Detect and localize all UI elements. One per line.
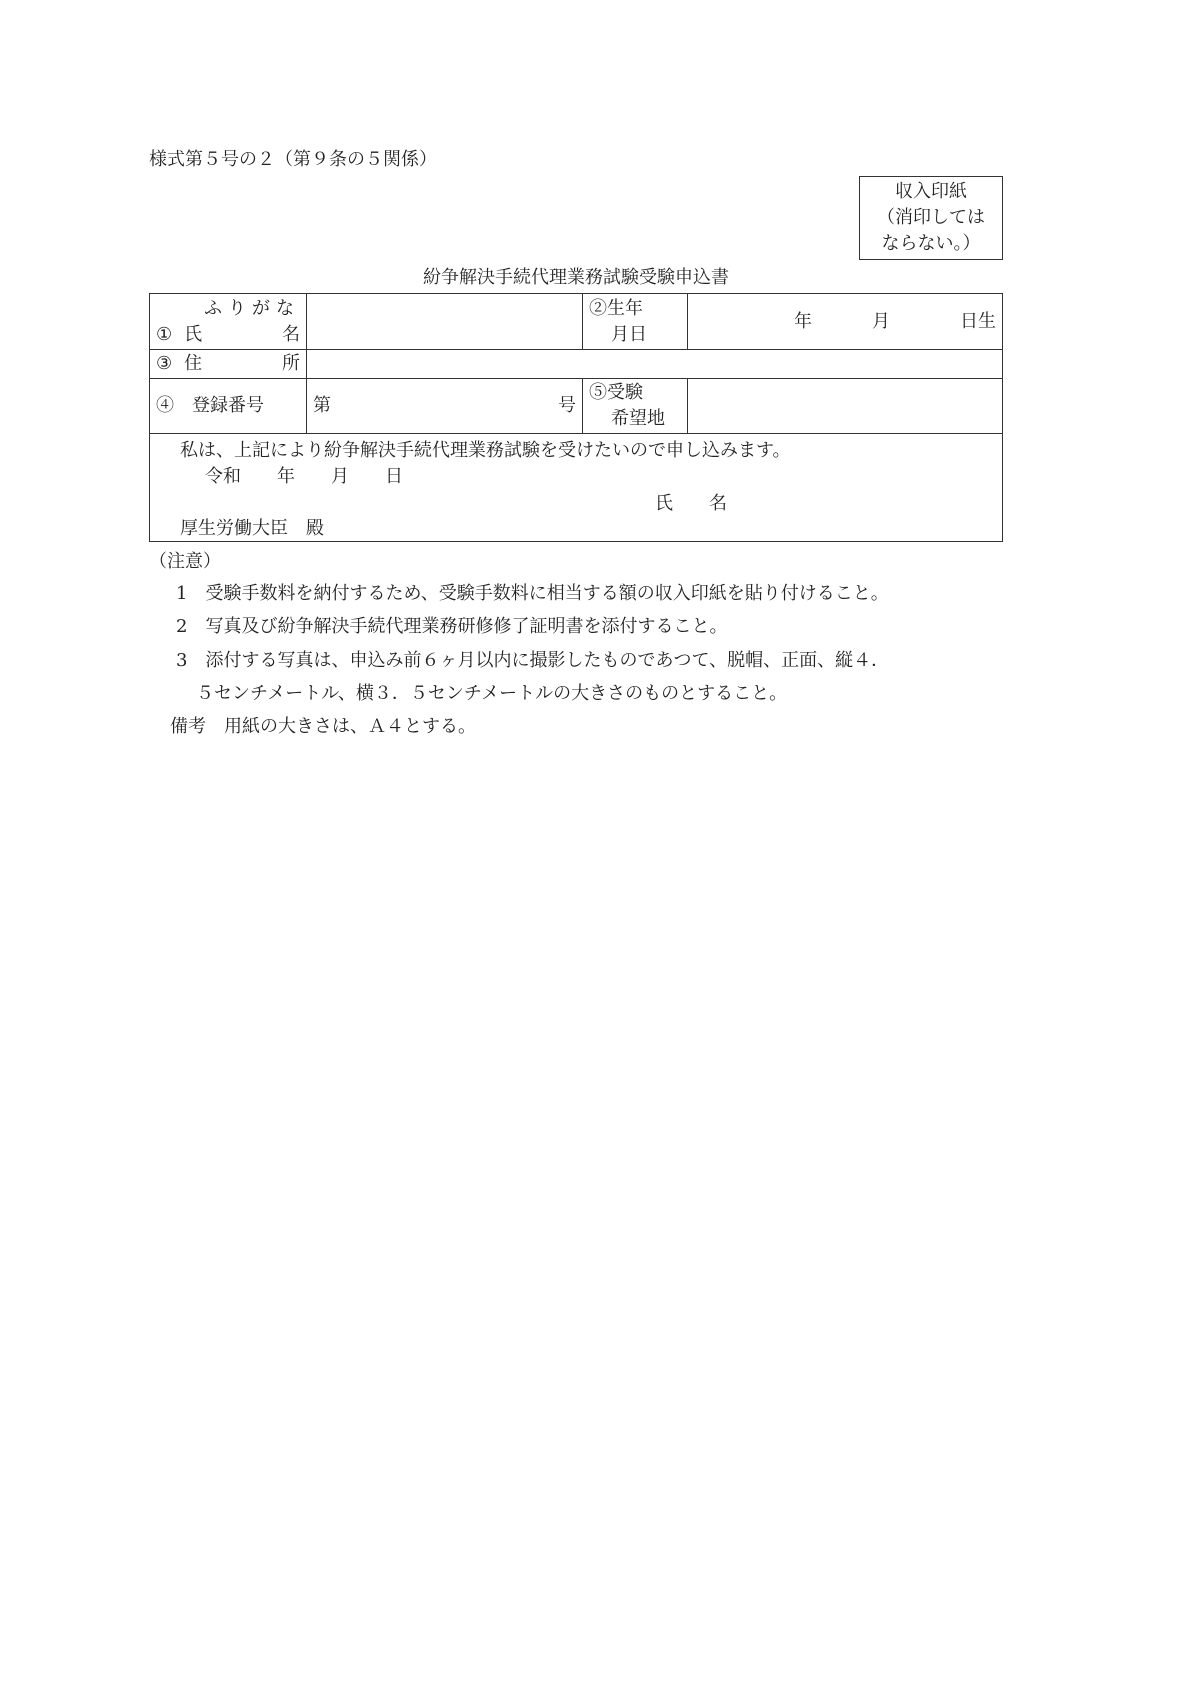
row-address	[150, 350, 1003, 379]
notes-heading: （注意）	[149, 551, 221, 572]
birth-date-field[interactable]	[688, 294, 1003, 350]
declaration-cell	[150, 434, 1003, 542]
registration-prefix: 第	[313, 395, 331, 416]
row-name	[150, 294, 1003, 350]
address-label-a: 住	[184, 353, 203, 374]
name-label-b: 名	[282, 323, 300, 345]
birth-label-1: ②生年	[589, 297, 643, 319]
stamp-line: 収入印紙	[895, 181, 967, 202]
name-field[interactable]	[307, 294, 583, 350]
name-label-cell	[150, 294, 307, 350]
exam-label-1: ⑤受験	[589, 382, 643, 403]
note-item: 2 写真及び紛争解決手続代理業務研修修了証明書を添付すること。	[176, 616, 728, 637]
declaration-date: 令和 年 月 日	[205, 466, 403, 487]
signature-label: 氏 名	[655, 493, 727, 514]
address-label-b: 所	[282, 353, 300, 374]
declaration-text: 私は、上記により紛争解決手続代理業務試験を受けたいので申し込みます。	[180, 440, 791, 461]
birth-label-2: 月日	[611, 323, 647, 345]
revenue-stamp-box	[859, 176, 1003, 260]
birth-day-label: 日生	[960, 310, 996, 332]
registration-field[interactable]	[307, 379, 583, 434]
form-title: 紛争解決手続代理業務試験受験申込書	[423, 267, 729, 288]
exam-location-field[interactable]	[688, 379, 1003, 434]
form-number: 様式第５号の２（第９条の５関係）	[149, 149, 437, 170]
address-field[interactable]	[307, 350, 1003, 379]
note-item: 1 受験手数料を納付するため、受験手数料に相当する額の収入印紙を貼り付けること。	[176, 583, 889, 604]
address-num: ③	[156, 353, 173, 374]
name-num: ①	[156, 323, 173, 345]
addressee: 厚生労働大臣 殿	[180, 518, 324, 539]
exam-location-label-cell	[583, 379, 688, 434]
row-registration	[150, 379, 1003, 434]
note-item: 3 添付する写真は、申込み前６ヶ月以内に撮影したものであつて、脱帽、正面、縦４．	[176, 650, 890, 671]
row-declaration	[150, 434, 1003, 542]
birth-month-label: 月	[872, 310, 890, 332]
birth-label-cell	[583, 294, 688, 350]
stamp-line: （消印しては	[877, 207, 985, 228]
remark: 備考 用紙の大きさは、Ａ４とする。	[170, 716, 476, 737]
stamp-line: ならない。）	[881, 233, 981, 254]
registration-label: ④ 登録番号	[150, 379, 307, 434]
registration-suffix: 号	[558, 395, 576, 416]
name-label-a: 氏	[184, 323, 203, 345]
birth-year-label: 年	[794, 310, 812, 332]
exam-label-2: 希望地	[611, 408, 665, 429]
note-item-continuation: ５センチメートル、横３．５センチメートルの大きさのものとすること。	[196, 683, 788, 704]
application-table	[149, 293, 1003, 542]
address-label-cell	[150, 350, 307, 379]
furigana-label: ふりがな	[204, 297, 300, 319]
